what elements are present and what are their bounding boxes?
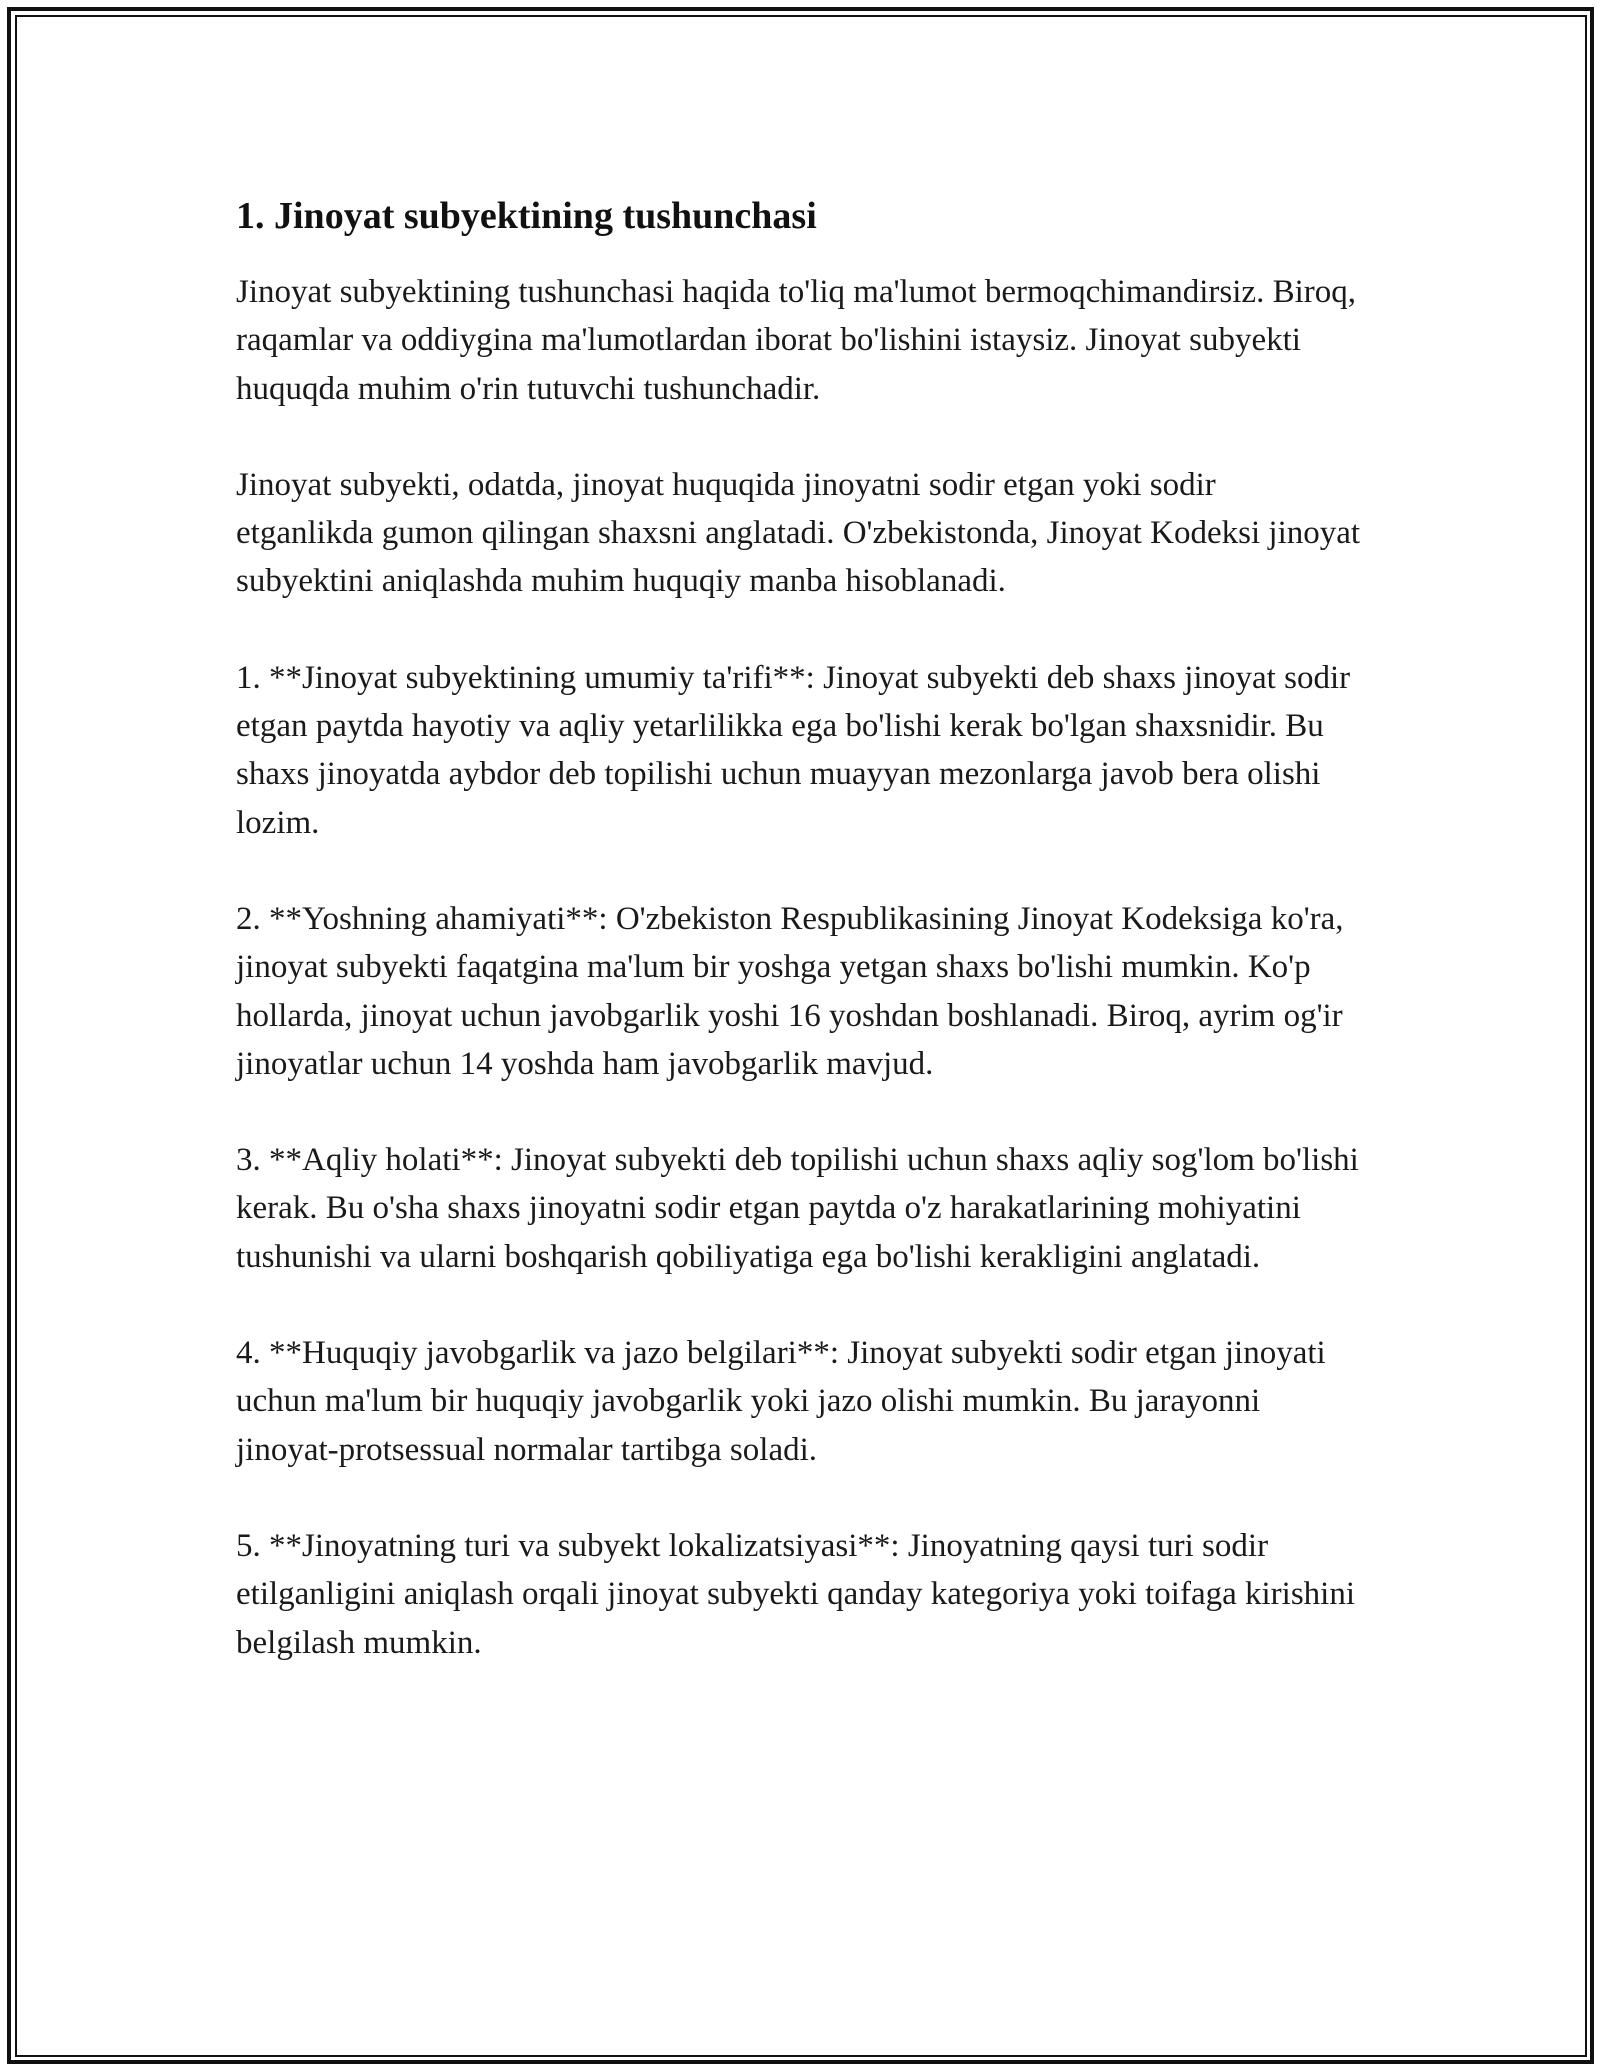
paragraph-intro: Jinoyat subyektining tushunchasi haqida to'liq ma'lumot bermoqchimandirsiz. Biroq, raqamlar va oddiygina ma'lumotlardan iborat bo'lishini istaysiz. Jinoyat subyekti huquqda muhim o'rin tutuvchi tushunchadir. (236, 274, 1356, 407)
list-item-crime-type: 5. **Jinoyatning turi va subyekt lokalizatsiyasi**: Jinoyatning qaysi turi sodir etilganligini aniqlash orqali jinoyat subyekti qanday kategoriya yoki toifaga kirishini belgilash mumkin. (236, 1527, 1356, 1661)
list-item-age: 2. **Yoshning ahamiyati**: O'zbekiston Respublikasining Jinoyat Kodeksiga ko'ra, jinoyat subyekti faqatgina ma'lum bir yoshga yetgan shaxs bo'lishi mumkin. Ko'p hollarda, jinoyat uchun javobgarlik yoshi 16 yoshdan boshlanadi. Biroq, ayrim og'ir jinoyatlar uchun 14 yoshda ham javobgarlik mavjud. (236, 900, 1344, 1082)
document-title: 1. Jinoyat subyektining tushunchasi (236, 195, 817, 237)
document-body (236, 186, 1361, 1715)
list-item-general-definition: 1. **Jinoyat subyektining umumiy ta'rifi**: Jinoyat subyekti deb shaxs jinoyat sodir etgan paytda hayotiy va aqliy yetarlilikka ega bo'lishi kerak bo'lgan shaxsnidir. Bu shaxs jinoyatda aybdor deb topilishi uchun muayyan mezonlarga javob bera olishi lozim. (236, 659, 1351, 841)
list-item-liability: 4. **Huquqiy javobgarlik va jazo belgilari**: Jinoyat subyekti sodir etgan jinoyati uchun ma'lum bir huquqiy javobgarlik yoki jazo olishi mumkin. Bu jarayonni jinoyat-protsessual normalar tartibga soladi. (236, 1335, 1326, 1468)
list-item-mental-state: 3. **Aqliy holati**: Jinoyat subyekti deb topilishi uchun shaxs aqliy sog'lom bo'lishi kerak. Bu o'sha shaxs jinoyatni sodir etgan paytda o'z harakatlarining mohiyatini tushunishi va ularni boshqarish qobiliyatiga ega bo'lishi kerakligini anglatadi. (236, 1142, 1359, 1275)
paragraph-definition: Jinoyat subyekti, odatda, jinoyat huquqida jinoyatni sodir etgan yoki sodir etganlikda gumon qilingan shaxsni anglatadi. O'zbekistonda, Jinoyat Kodeksi jinoyat subyektini aniqlashda muhim huquqiy manba hisoblanadi. (236, 466, 1361, 600)
